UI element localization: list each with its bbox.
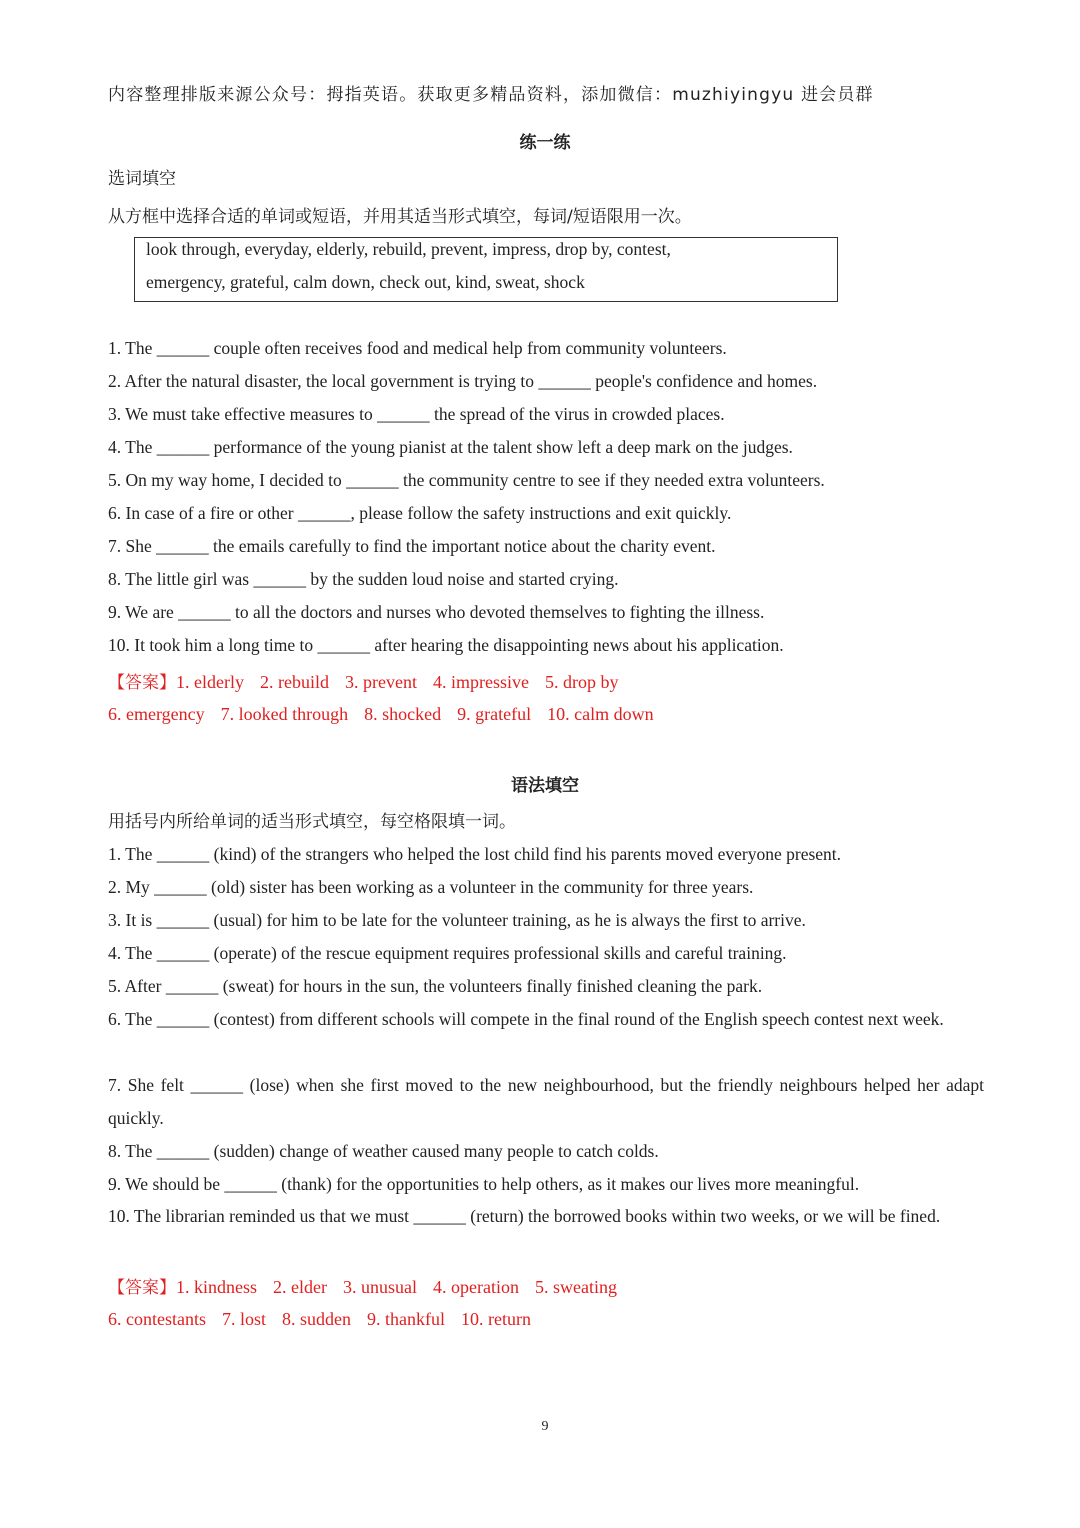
- s1-answer: 2. rebuild: [259, 672, 329, 692]
- s1-answer-label: 【答案】: [108, 673, 176, 693]
- s1-answer: 4. impressive: [432, 672, 529, 692]
- s2-answer: 8. sudden: [282, 1309, 351, 1329]
- s2-answer-label: 【答案】: [108, 1278, 176, 1298]
- s1-answers-row-2: [108, 704, 670, 725]
- page-number: 9: [541, 1419, 549, 1434]
- s2-question-5: 5. After ______ (sweat) for hours in the sun, the volunteers finally finished cleaning the park.: [108, 976, 763, 996]
- s2-answer: 4. operation: [432, 1277, 519, 1297]
- section1-title: 练一练: [519, 133, 571, 153]
- s1-question-10: 10. It took him a long time to ______ after hearing the disappointing news about his application.: [108, 635, 784, 655]
- s2-question-6: 6. The ______ (contest) from different schools will compete in the final round of the English speech contest next week.: [108, 1009, 944, 1029]
- s1-question-7: 7. She ______ the emails carefully to find the important notice about the charity event.: [108, 536, 716, 556]
- section2-instruction: 用括号内所给单词的适当形式填空，每空格限填一词。: [108, 812, 516, 832]
- s1-question-3: 3. We must take effective measures to ______ the spread of the virus in crowded places.: [108, 404, 725, 424]
- s2-answer: 6. contestants: [108, 1309, 206, 1329]
- s2-question-3: 3. It is ______ (usual) for him to be late for the volunteer training, as he is always the first to arrive.: [108, 910, 806, 930]
- s1-question-9: 9. We are ______ to all the doctors and nurses who devoted themselves to fighting the illness.: [108, 602, 765, 622]
- s2-answer: 5. sweating: [534, 1277, 617, 1297]
- s1-answer: 5. drop by: [544, 672, 619, 692]
- s2-question-4: 4. The ______ (operate) of the rescue equipment requires professional skills and careful training.: [108, 943, 787, 963]
- s2-question-2: 2. My ______ (old) sister has been working as a volunteer in the community for three years.: [108, 877, 754, 897]
- section1-subtitle: 选词填空: [108, 169, 176, 189]
- s1-answer: 1. elderly: [176, 672, 244, 692]
- word-bank-line-2: emergency, grateful, calm down, check out, kind, sweat, shock: [146, 272, 585, 292]
- s2-answer: 3. unusual: [342, 1277, 417, 1297]
- s2-answer: 2. elder: [273, 1277, 327, 1297]
- s1-answer: 6. emergency: [108, 704, 205, 724]
- s1-question-1: 1. The ______ couple often receives food and medical help from community volunteers.: [108, 338, 727, 358]
- s2-question-8: 8. The ______ (sudden) change of weather caused many people to catch colds.: [108, 1141, 659, 1161]
- s1-question-5: 5. On my way home, I decided to ______ the community centre to see if they needed extra volunteers.: [108, 470, 825, 490]
- s1-question-6: 6. In case of a fire or other ______, please follow the safety instructions and exit quickly.: [108, 503, 732, 523]
- s1-answer: 10. calm down: [547, 704, 654, 724]
- s1-answer: 9. grateful: [457, 704, 532, 724]
- s1-question-2: 2. After the natural disaster, the local government is trying to ______ people's confidence and homes.: [108, 371, 818, 391]
- s2-answers-row-2: [108, 1309, 547, 1330]
- section1-instruction: 从方框中选择合适的单词或短语，并用其适当形式填空，每词/短语限用一次。: [108, 207, 692, 227]
- s1-answer: 8. shocked: [364, 704, 442, 724]
- s2-answer: 1. kindness: [176, 1277, 257, 1297]
- source-header: 内容整理排版来源公众号：拇指英语。获取更多精品资料，添加微信：muzhiyingyu 进会员群: [108, 85, 874, 105]
- section2-title: 语法填空: [511, 776, 579, 796]
- s1-question-4: 4. The ______ performance of the young pianist at the talent show left a deep mark on the judges.: [108, 437, 793, 457]
- s1-answers-row-1: [108, 668, 634, 693]
- s1-question-8: 8. The little girl was ______ by the sudden loud noise and started crying.: [108, 569, 619, 589]
- s2-question-9: 9. We should be ______ (thank) for the opportunities to help others, as it makes our lives more meaningful.: [108, 1174, 860, 1194]
- word-bank-box: [134, 237, 838, 302]
- word-bank-line-1: look through, everyday, elderly, rebuild, prevent, impress, drop by, contest,: [146, 239, 671, 259]
- s2-answer: 7. lost: [221, 1309, 266, 1329]
- s1-answer: 7. looked through: [220, 704, 349, 724]
- s2-answers-row-1: [108, 1273, 633, 1298]
- s2-question-1: 1. The ______ (kind) of the strangers who helped the lost child find his parents moved everyone present.: [108, 844, 842, 864]
- s1-answer: 3. prevent: [344, 672, 417, 692]
- s2-answer: 9. thankful: [367, 1309, 445, 1329]
- s2-answer: 10. return: [461, 1309, 531, 1329]
- s2-question-10: 10. The librarian reminded us that we must ______ (return) the borrowed books within two weeks, or we will be fined.: [108, 1206, 941, 1226]
- s2-question-7: 7. She felt ______ (lose) when she first moved to the new neighbourhood, but the friendly neighbours helped her adapt quickly.: [108, 1075, 984, 1128]
